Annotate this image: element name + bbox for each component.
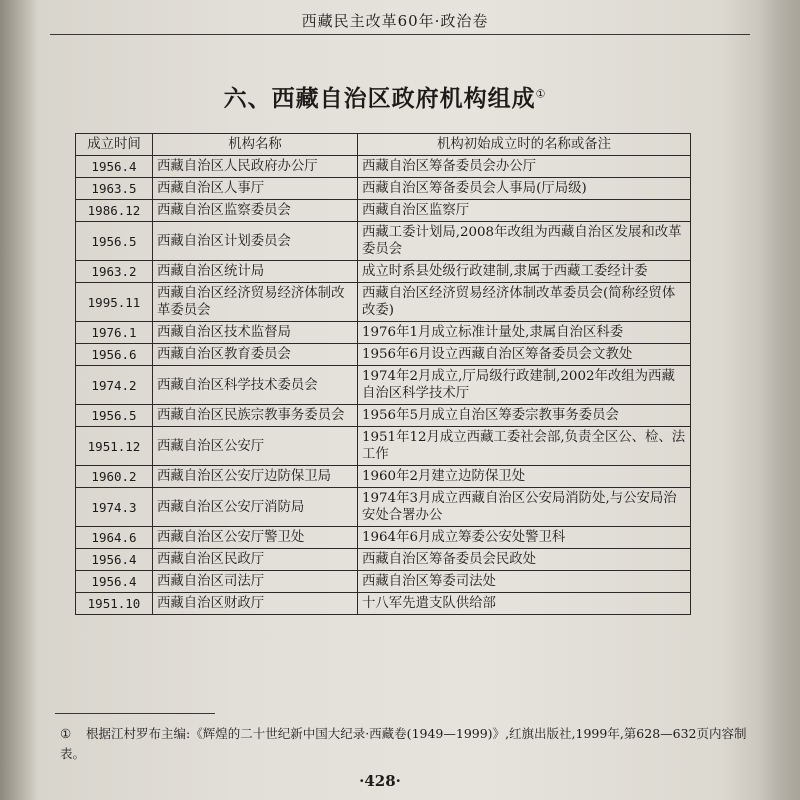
footnote-reference: ① — [535, 87, 547, 101]
note-cell: 1976年1月成立标准计量处,隶属自治区科委 — [358, 322, 691, 344]
table-row — [76, 283, 691, 322]
name-cell: 西藏自治区技术监督局 — [153, 322, 358, 344]
table-row — [76, 527, 691, 549]
date-cell: 1960.2 — [76, 466, 153, 488]
name-cell: 西藏自治区财政厅 — [153, 593, 358, 615]
table-row — [76, 322, 691, 344]
name-cell: 西藏自治区统计局 — [153, 261, 358, 283]
name-cell: 西藏自治区经济贸易经济体制改革委员会 — [153, 283, 358, 322]
page-edge-shadow — [760, 0, 800, 800]
section-title — [175, 80, 595, 113]
name-cell: 西藏自治区计划委员会 — [153, 222, 358, 261]
name-cell: 西藏自治区司法厅 — [153, 571, 358, 593]
table-row — [76, 593, 691, 615]
footnote — [60, 724, 760, 764]
name-cell: 西藏自治区公安厅 — [153, 427, 358, 466]
table-row — [76, 466, 691, 488]
date-cell: 1956.4 — [76, 571, 153, 593]
note-cell: 西藏自治区筹备委员会人事局(厅局级) — [358, 178, 691, 200]
note-cell: 成立时系县处级行政建制,隶属于西藏工委经计委 — [358, 261, 691, 283]
table-row — [76, 178, 691, 200]
note-cell: 1960年2月建立边防保卫处 — [358, 466, 691, 488]
table-row — [76, 405, 691, 427]
date-cell: 1963.2 — [76, 261, 153, 283]
date-cell: 1956.6 — [76, 344, 153, 366]
table-row — [76, 156, 691, 178]
footnote-rule — [55, 713, 215, 714]
section-title-text: 六、西藏自治区政府机构组成 — [223, 85, 536, 112]
date-cell: 1956.5 — [76, 405, 153, 427]
table-row — [76, 427, 691, 466]
note-cell: 十八军先遣支队供给部 — [358, 593, 691, 615]
name-cell: 西藏自治区民族宗教事务委员会 — [153, 405, 358, 427]
date-cell: 1951.12 — [76, 427, 153, 466]
name-cell: 西藏自治区科学技术委员会 — [153, 366, 358, 405]
note-cell: 1956年5月成立自治区筹委宗教事务委员会 — [358, 405, 691, 427]
note-cell: 西藏自治区监察厅 — [358, 200, 691, 222]
government-organs-table — [75, 133, 691, 615]
table-row — [76, 344, 691, 366]
note-cell: 西藏自治区筹委司法处 — [358, 571, 691, 593]
note-cell: 西藏自治区筹备委员会办公厅 — [358, 156, 691, 178]
date-cell: 1951.10 — [76, 593, 153, 615]
name-cell: 西藏自治区民政厅 — [153, 549, 358, 571]
date-cell: 1956.4 — [76, 156, 153, 178]
date-cell: 1956.5 — [76, 222, 153, 261]
header-rule — [50, 34, 750, 35]
date-cell: 1964.6 — [76, 527, 153, 549]
table-header-row — [76, 134, 691, 156]
running-header: 西藏民主改革60年·政治卷 — [301, 12, 489, 30]
date-cell: 1956.4 — [76, 549, 153, 571]
table-row — [76, 488, 691, 527]
name-cell: 西藏自治区监察委员会 — [153, 200, 358, 222]
note-cell: 1956年6月设立西藏自治区筹备委员会文教处 — [358, 344, 691, 366]
name-cell: 西藏自治区人事厅 — [153, 178, 358, 200]
page-number: ·428· — [359, 772, 401, 790]
column-header-name: 机构名称 — [153, 134, 358, 156]
footnote-mark: ① — [60, 726, 72, 741]
column-header-date: 成立时间 — [76, 134, 153, 156]
name-cell: 西藏自治区公安厅边防保卫局 — [153, 466, 358, 488]
name-cell: 西藏自治区公安厅警卫处 — [153, 527, 358, 549]
note-cell: 西藏自治区筹备委员会民政处 — [358, 549, 691, 571]
date-cell: 1974.3 — [76, 488, 153, 527]
date-cell: 1974.2 — [76, 366, 153, 405]
note-cell: 1974年3月成立西藏自治区公安局消防处,与公安局治安处合署办公 — [358, 488, 691, 527]
table-row — [76, 222, 691, 261]
table-row — [76, 200, 691, 222]
name-cell: 西藏自治区公安厅消防局 — [153, 488, 358, 527]
column-header-note: 机构初始成立时的名称或备注 — [358, 134, 691, 156]
date-cell: 1976.1 — [76, 322, 153, 344]
date-cell: 1995.11 — [76, 283, 153, 322]
note-cell: 西藏工委计划局,2008年改组为西藏自治区发展和改革委员会 — [358, 222, 691, 261]
table-row — [76, 549, 691, 571]
note-cell: 1951年12月成立西藏工委社会部,负责全区公、检、法工作 — [358, 427, 691, 466]
table-row — [76, 261, 691, 283]
note-cell: 1974年2月成立,厅局级行政建制,2002年改组为西藏自治区科学技术厅 — [358, 366, 691, 405]
footnote-text: 根据江村罗布主编:《辉煌的二十世纪新中国大纪录·西藏卷(1949—1999)》,红旗出版社,1999年,第628—632页内容制表。 — [60, 726, 747, 761]
name-cell: 西藏自治区人民政府办公厅 — [153, 156, 358, 178]
note-cell: 西藏自治区经济贸易经济体制改革委员会(简称经贸体改委) — [358, 283, 691, 322]
table-row — [76, 366, 691, 405]
name-cell: 西藏自治区教育委员会 — [153, 344, 358, 366]
date-cell: 1986.12 — [76, 200, 153, 222]
table-row — [76, 571, 691, 593]
date-cell: 1963.5 — [76, 178, 153, 200]
book-spine-shadow — [0, 0, 38, 800]
note-cell: 1964年6月成立筹委公安处警卫科 — [358, 527, 691, 549]
